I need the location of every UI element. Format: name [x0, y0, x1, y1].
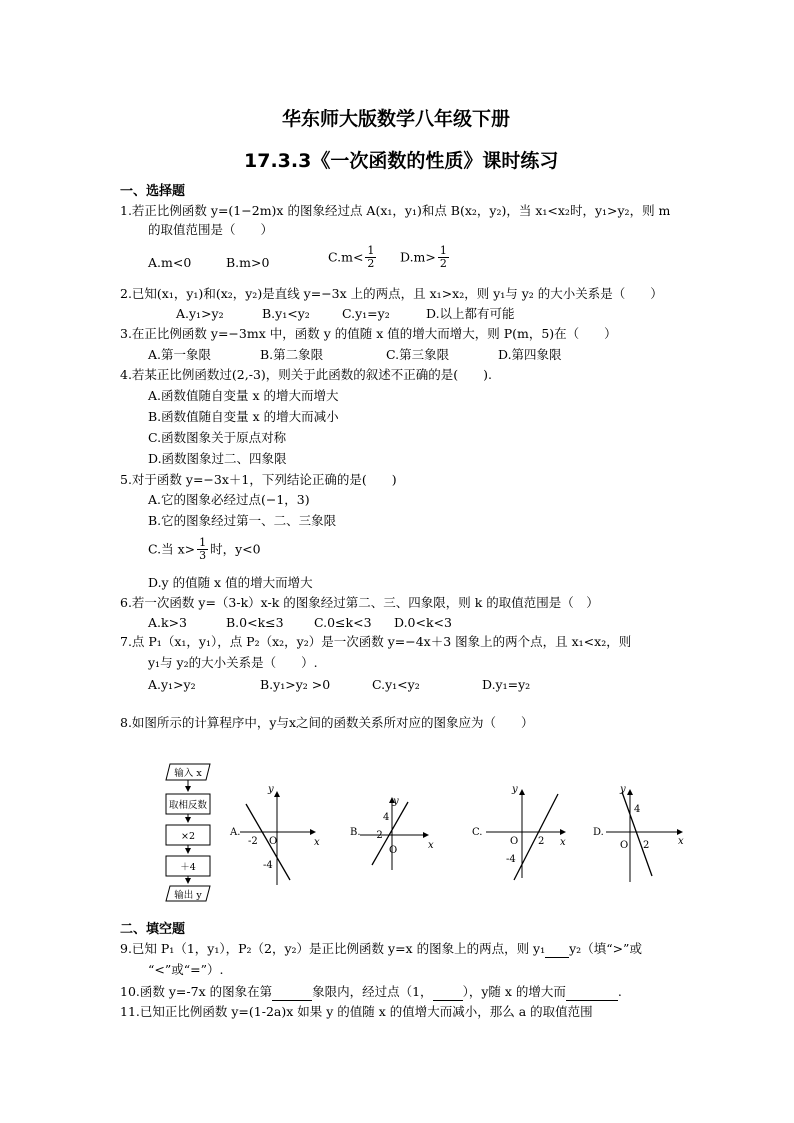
svg-text:y: y	[268, 784, 274, 795]
q1-option-c-text: C.m<	[328, 249, 364, 265]
q1-option-c	[328, 245, 378, 270]
q1-option-d	[400, 245, 451, 270]
q1-option-b: B.m>0	[226, 255, 270, 270]
q1-option-c-fraction	[365, 245, 376, 270]
svg-text:O: O	[620, 840, 629, 851]
q6-option-b: B.0<k≤3	[226, 615, 284, 630]
svg-text:4: 4	[634, 804, 641, 815]
svg-text:y: y	[393, 796, 399, 807]
q4-option-b: B.函数值随自变量 x 的增大而减小	[148, 409, 339, 424]
q1-stem-line2: 的取值范围是（ ）	[148, 222, 274, 237]
flow-input-label: 输入 x	[174, 768, 202, 779]
q7-option-c: C.y₁<y₂	[372, 677, 420, 692]
fraction-denominator: 2	[367, 257, 375, 270]
q5-option-c-tail: 时，y<0	[210, 541, 261, 557]
section-choice: 一、选择题	[120, 184, 186, 199]
svg-text:O: O	[510, 836, 519, 847]
q9-text-pre: 9.已知 P₁（1，y₁），P₂（2，y₂）是正比例函数 y=x 的图象上的两点，则 y₁	[120, 941, 546, 956]
q3-option-b: B.第二象限	[260, 347, 324, 362]
svg-text:-4: -4	[506, 854, 516, 865]
page-title: 华东师大版数学八年级下册	[282, 108, 511, 130]
graph-c	[472, 784, 566, 880]
q1-option-d-text: D.m>	[400, 249, 436, 265]
flowchart	[166, 764, 210, 901]
q4-stem: 4.若某正比例函数过(2,-3)，则关于此函数的叙述不正确的是( ).	[120, 367, 493, 382]
q5-option-a: A.它的图象必经过点(−1，3)	[148, 492, 310, 507]
svg-text:-2: -2	[373, 830, 383, 841]
q10-blank-quadrant[interactable]	[272, 984, 312, 1001]
q2-option-a: A.y₁>y₂	[176, 306, 224, 321]
graph-c-label: C.	[472, 827, 483, 838]
fraction-numerator: 1	[199, 536, 207, 549]
q4-option-c: C.函数图象关于原点对称	[148, 430, 287, 445]
q3-option-d: D.第四象限	[498, 347, 562, 362]
svg-text:y: y	[620, 784, 626, 795]
graph-d	[593, 784, 684, 882]
graph-b	[350, 796, 434, 870]
svg-text:-2: -2	[248, 836, 258, 847]
q1-option-d-fraction	[438, 245, 449, 270]
q4-option-d: D.函数图象过二、四象限	[148, 451, 287, 466]
q5-stem: 5.对于函数 y=−3x＋1，下列结论正确的是( )	[120, 472, 397, 487]
q5-option-d: D.y 的值随 x 值的增大而增大	[148, 575, 313, 590]
q5-option-b: B.它的图象经过第一、二、三象限	[148, 513, 337, 528]
fraction-denominator: 2	[439, 257, 447, 270]
fraction-denominator: 3	[199, 549, 207, 562]
q5-option-c-fraction	[197, 537, 208, 562]
section-fill-blank: 二、填空题	[120, 922, 186, 937]
q7-stem-line2: y₁与 y₂的大小关系是（ ）.	[148, 655, 318, 670]
svg-text:O: O	[269, 836, 278, 847]
q9-text-post: y₂（填“>”或	[569, 941, 642, 956]
graph-c-line	[514, 794, 558, 880]
q1-stem: 1.若正比例函数 y=(1−2m)x 的图象经过点 A(x₁，y₁)和点 B(x₂，y₂)，当 x₁<x₂时，y₁>y₂，则 m	[120, 203, 671, 218]
q1-option-a: A.m<0	[148, 255, 192, 270]
q10-blank-trend[interactable]	[566, 984, 618, 1001]
q7-option-d: D.y₁=y₂	[482, 677, 531, 692]
svg-text:-4: -4	[263, 860, 273, 871]
q6-option-a: A.k>3	[148, 615, 188, 630]
graph-d-label: D.	[593, 827, 604, 838]
graph-a-label: A.	[230, 827, 241, 838]
q3-option-c: C.第三象限	[386, 347, 450, 362]
q10-text-1: 10.函数 y=-7x 的图象在第	[120, 984, 273, 999]
q10-blank-point[interactable]	[433, 984, 463, 1001]
svg-text:O: O	[389, 845, 398, 856]
svg-text:2: 2	[643, 840, 650, 851]
q10-stem	[120, 984, 622, 1001]
q2-option-d: D.以上都有可能	[426, 306, 515, 321]
flow-negate-label: 取相反数	[168, 800, 208, 811]
q7-option-a: A.y₁>y₂	[148, 677, 196, 692]
q2-stem: 2.已知(x₁，y₁)和(x₂，y₂)是直线 y=−3x 上的两点，且 x₁>x₂，则 y₁与 y₂ 的大小关系是（ ）	[120, 286, 663, 301]
flow-multiply-label: ×2	[180, 831, 196, 842]
q9-blank[interactable]	[545, 941, 569, 958]
fraction-numerator: 1	[367, 244, 375, 257]
q9-stem	[120, 941, 642, 958]
q6-stem: 6.若一次函数 y=（3-k）x-k 的图象经过第二、三、四象限，则 k 的取值范围是（ ）	[120, 595, 599, 610]
q8-figure	[160, 760, 700, 905]
q6-option-d: D.0<k<3	[394, 615, 452, 630]
q3-stem: 3.在正比例函数 y=−3mx 中，函数 y 的值随 x 值的增大而增大，则 P(m，5)在（ ）	[120, 326, 617, 341]
graph-a	[229, 784, 320, 885]
q5-option-c-text: C.当 x>	[148, 541, 196, 557]
svg-text:x: x	[560, 837, 566, 848]
q11-stem: 11.已知正比例函数 y=(1-2a)x 如果 y 的值随 x 的值增大而减小，那么 a 的取值范围	[120, 1004, 593, 1019]
q6-option-c: C.0≤k<3	[314, 615, 372, 630]
q5-option-c	[148, 537, 261, 562]
q10-text-3: ），y随 x 的增大而	[462, 984, 566, 999]
q4-option-a: A.函数值随自变量 x 的增大而增大	[148, 388, 339, 403]
q2-option-b: B.y₁<y₂	[262, 306, 310, 321]
q7-stem: 7.点 P₁（x₁，y₁），点 P₂（x₂，y₂）是一次函数 y=−4x＋3 图象上的两个点，且 x₁<x₂，则	[120, 634, 632, 649]
q7-option-b: B.y₁>y₂ >0	[260, 677, 331, 692]
q8-stem: 8.如图所示的计算程序中，y与x之间的函数关系所对应的图象应为（ ）	[120, 715, 534, 730]
q10-text-4: .	[617, 984, 622, 999]
svg-text:2: 2	[538, 836, 545, 847]
svg-text:x: x	[314, 837, 320, 848]
svg-text:x: x	[678, 836, 684, 847]
q10-text-2: 象限内，经过点（1，	[312, 984, 433, 999]
svg-text:y: y	[512, 784, 518, 795]
q2-option-c: C.y₁=y₂	[342, 306, 390, 321]
graph-b-label: B.	[350, 827, 361, 838]
flow-output-label: 输出 y	[174, 890, 202, 901]
fraction-numerator: 1	[439, 244, 447, 257]
flow-add-label: ＋4	[180, 862, 196, 873]
q3-option-a: A.第一象限	[148, 347, 212, 362]
page-subtitle: 17.3.3《一次函数的性质》课时练习	[244, 150, 559, 172]
svg-text:4: 4	[383, 812, 390, 823]
q9-stem-line2: “<”或“=”）.	[148, 962, 224, 977]
svg-text:x: x	[428, 840, 434, 851]
